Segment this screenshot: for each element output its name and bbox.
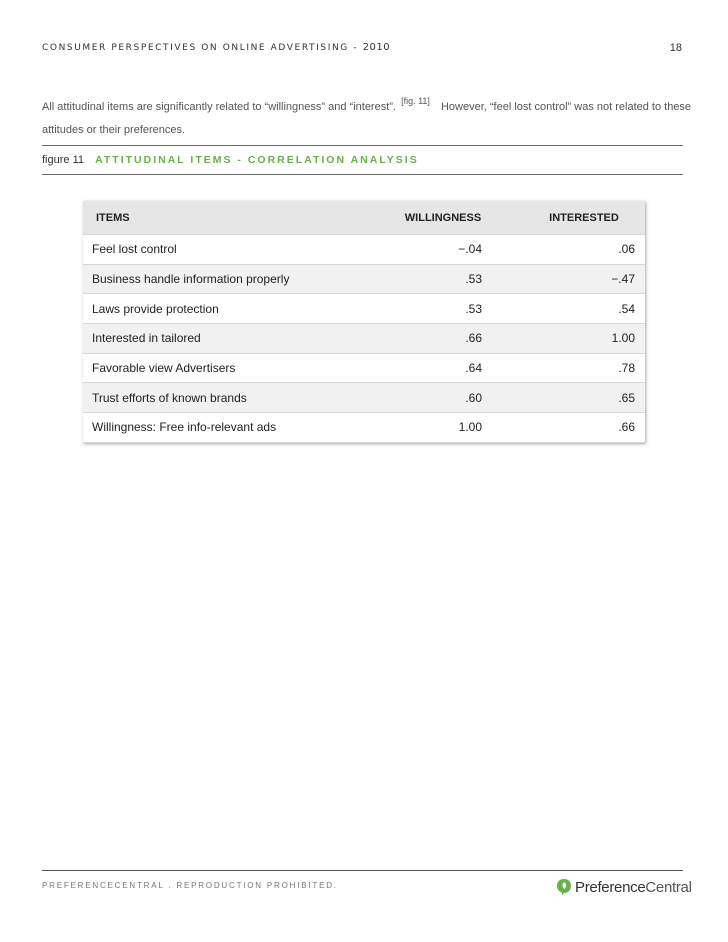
row-interested: .78 — [523, 353, 645, 383]
header-interested: INTERESTED — [523, 201, 645, 235]
correlation-table — [83, 201, 645, 443]
caption-bottom-divider — [42, 174, 683, 175]
row-item: Trust efforts of known brands — [83, 383, 363, 413]
table-header-row — [83, 201, 645, 235]
table-row — [83, 324, 645, 354]
row-item: Interested in tailored — [83, 324, 363, 354]
footer-divider — [42, 870, 683, 871]
table-row — [83, 235, 645, 265]
paragraph-text-1: All attitudinal items are significantly related to “willingness” and “interest”. — [42, 101, 396, 113]
header-willingness: WILLINGNESS — [363, 201, 523, 235]
figure-title: ATTITUDINAL ITEMS - CORRELATION ANALYSIS — [95, 154, 419, 166]
running-header — [42, 42, 390, 53]
row-willingness: .64 — [363, 353, 523, 383]
row-willingness: .66 — [363, 324, 523, 354]
figure-reference: [fig. 11] — [401, 96, 430, 106]
row-willingness: .53 — [363, 294, 523, 324]
logo-word-2: Central — [645, 878, 692, 896]
row-item: Feel lost control — [83, 235, 363, 265]
header-items: ITEMS — [83, 201, 363, 235]
figure-caption — [42, 154, 419, 166]
page-number: 18 — [669, 42, 682, 54]
row-item: Laws provide protection — [83, 294, 363, 324]
row-item: Willingness: Free info-relevant ads — [83, 413, 363, 443]
row-item: Business handle information properly — [83, 264, 363, 294]
caption-top-divider — [42, 145, 683, 146]
logo-wordmark — [575, 879, 692, 896]
row-interested: .66 — [523, 413, 645, 443]
row-interested: −.47 — [523, 264, 645, 294]
figure-number: figure 11 — [42, 154, 84, 166]
logo-word-1: Preference — [575, 878, 646, 896]
running-header-title: CONSUMER PERSPECTIVES ON ONLINE ADVERTISING - — [42, 43, 359, 53]
table-row — [83, 383, 645, 413]
row-willingness: −.04 — [363, 235, 523, 265]
row-item: Favorable view Advertisers — [83, 353, 363, 383]
row-interested: 1.00 — [523, 324, 645, 354]
body-paragraph — [42, 96, 692, 142]
row-interested: .06 — [523, 235, 645, 265]
row-interested: .54 — [523, 294, 645, 324]
paragraph-text-2: However, “feel lost control” was not related to these attitudes or their preferences. — [42, 101, 692, 136]
table-row — [83, 264, 645, 294]
running-header-year: 2010 — [362, 42, 391, 53]
row-willingness: .53 — [363, 264, 523, 294]
row-willingness: 1.00 — [363, 413, 523, 443]
leaf-bubble-icon — [556, 878, 572, 896]
row-interested: .65 — [523, 383, 645, 413]
table-row — [83, 294, 645, 324]
table-row — [83, 413, 645, 443]
footer-notice: PREFERENCECENTRAL . REPRODUCTION PROHIBITED. — [42, 881, 338, 890]
row-willingness: .60 — [363, 383, 523, 413]
preferencecentral-logo — [556, 876, 692, 898]
table-row — [83, 353, 645, 383]
